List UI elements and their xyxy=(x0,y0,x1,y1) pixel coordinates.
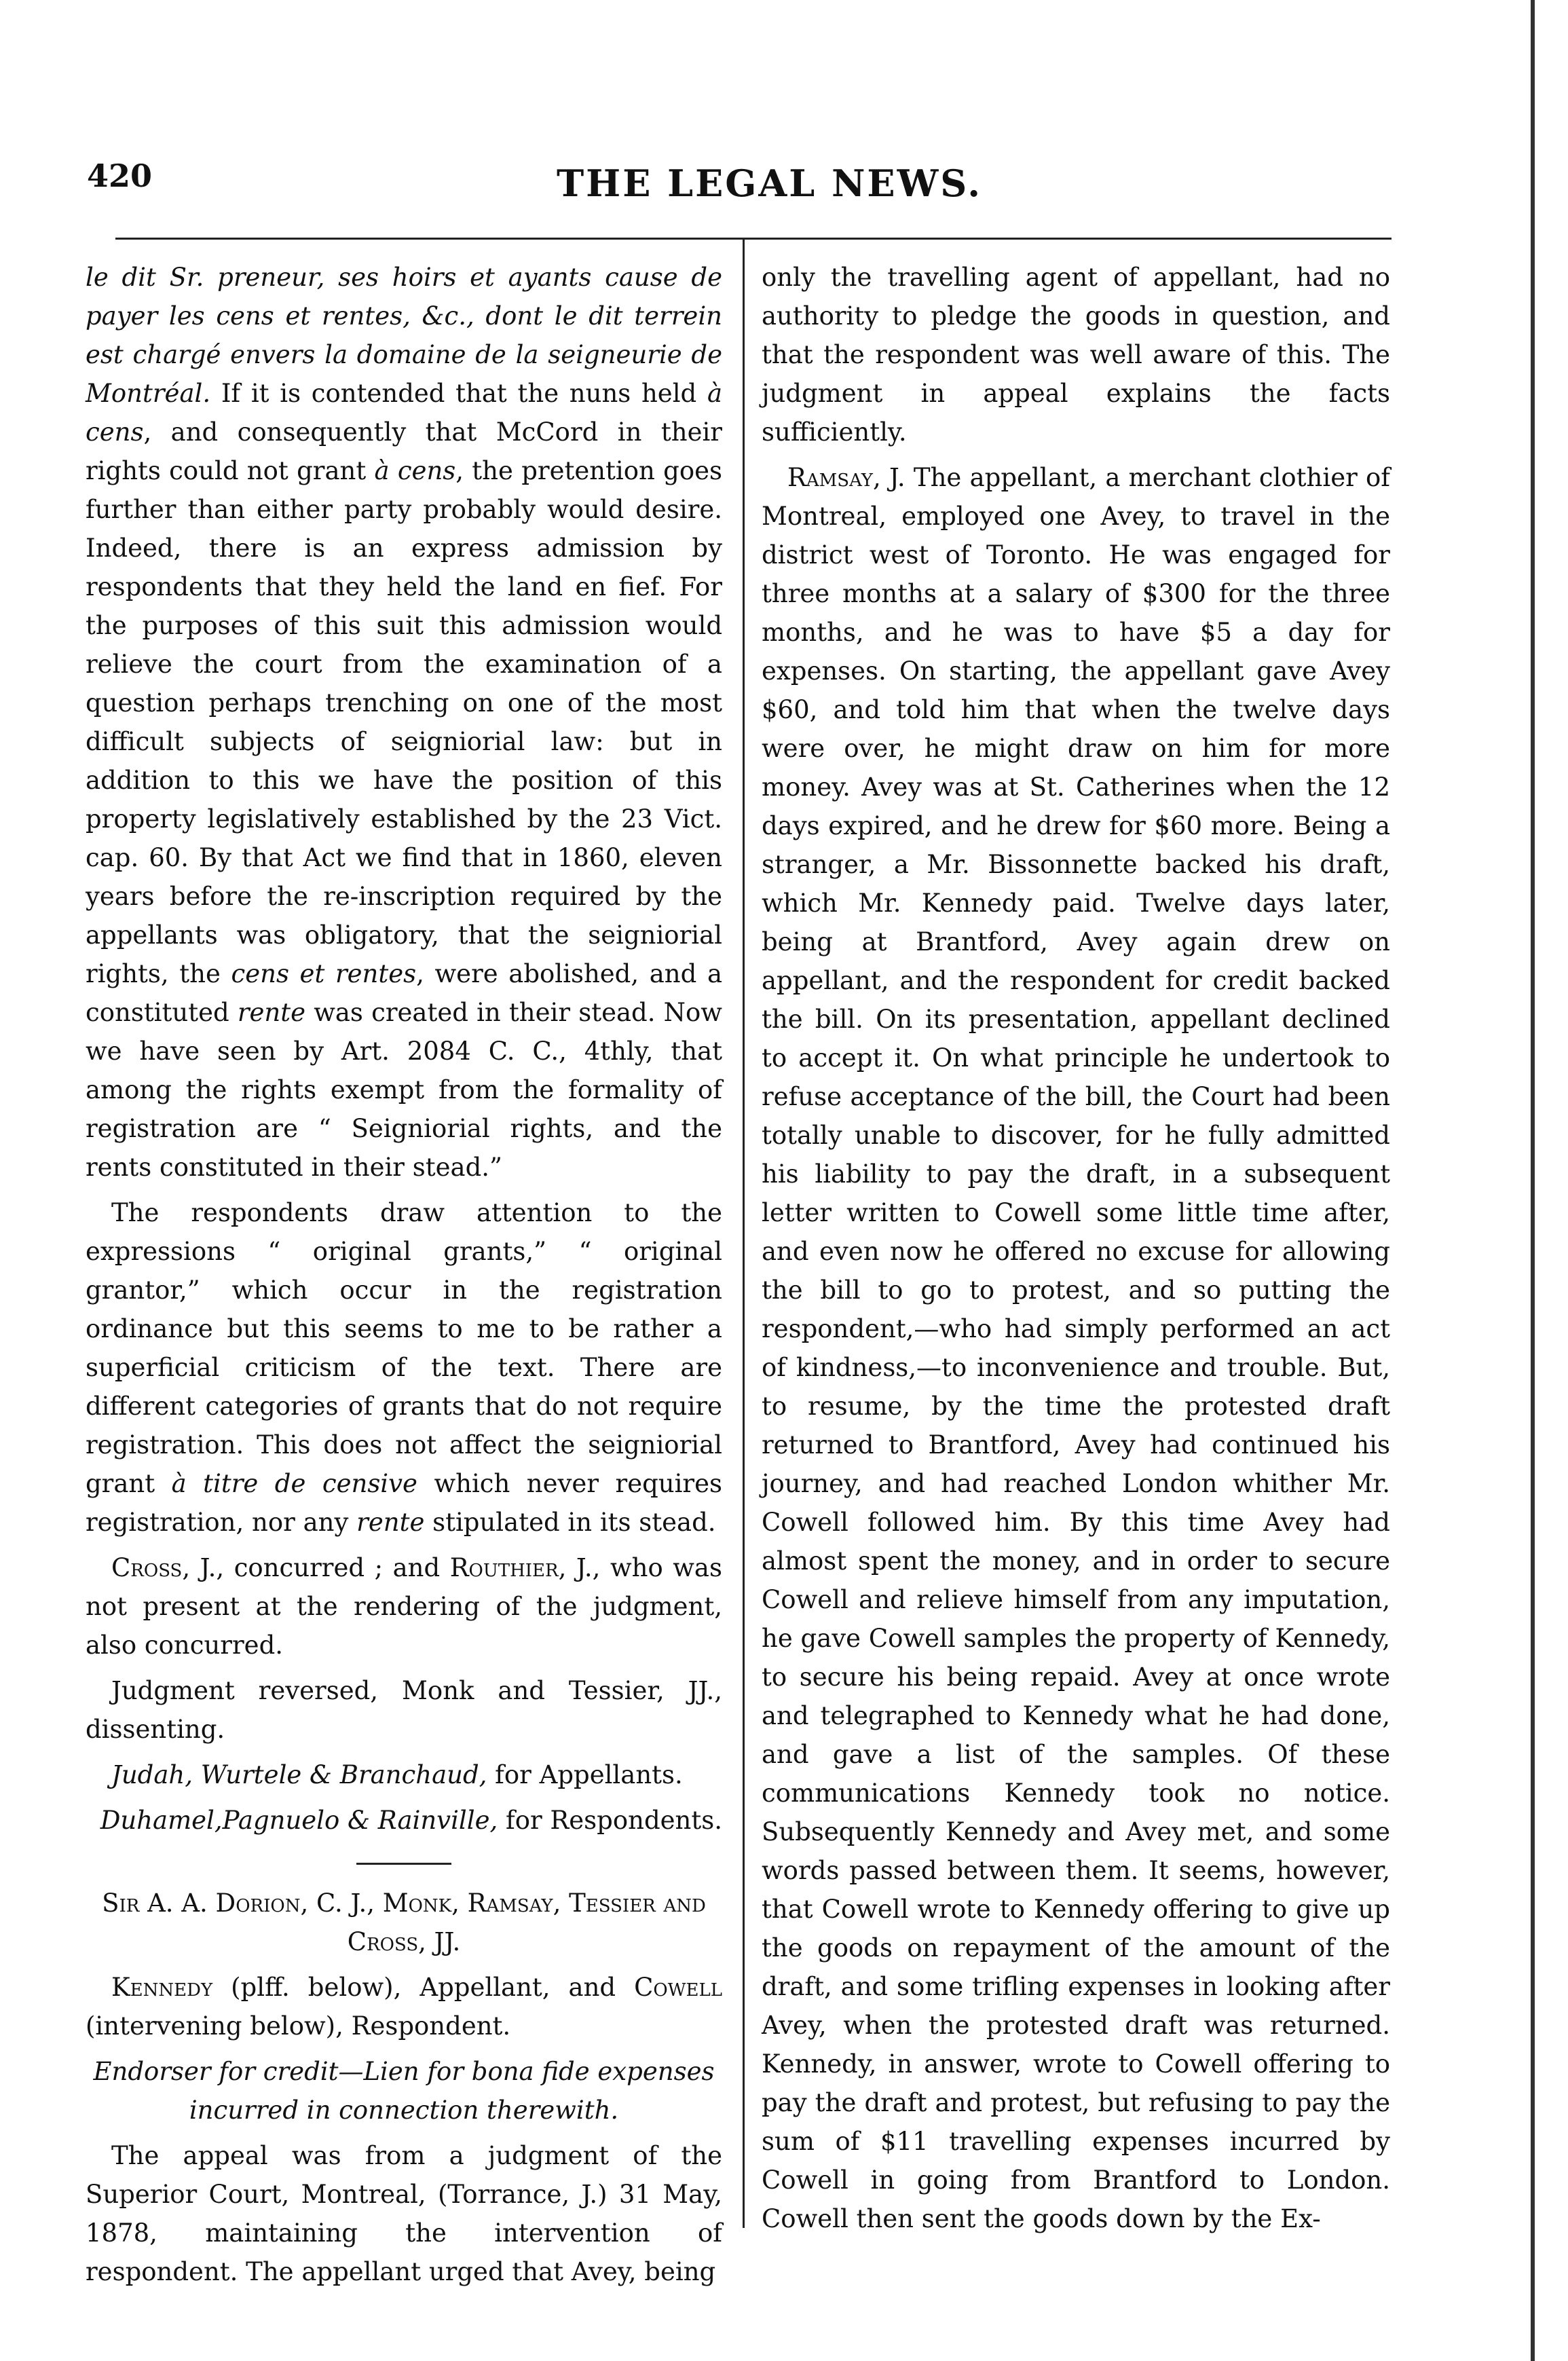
paragraph: The appeal was from a judgment of the Superior Court, Montreal, (Torrance, J.) 31 May, 1878, maintaining the intervention of respondent. The appellant urged that Avey, being xyxy=(86,2141,722,2286)
judgment-line: Judgment reversed, Monk and Tessier, JJ., dissenting. xyxy=(86,1676,722,1744)
bench-line: Sir A. A. Dorion, C. J., Monk, Ramsay, Tessier and Cross, JJ. xyxy=(102,1889,706,1956)
paragraph: only the travelling agent of appellant, had no authority to pledge the goods in question, and that the respondent was well aware of this. The judgment in appeal explains the facts sufficiently. xyxy=(762,263,1390,447)
parties-line: Kennedy (plff. below), Appellant, and Cowell (intervening below), Respondent. xyxy=(86,1973,722,2041)
page-number: 420 xyxy=(87,157,153,194)
headnote: Endorser for credit—Lien for bona fide expenses incurred in connection therewith. xyxy=(93,2057,715,2125)
counsel-respondents: Duhamel,Pagnuelo & Rainville, for Respondents. xyxy=(100,1806,722,1835)
header-rule xyxy=(115,238,1392,240)
running-title: THE LEGAL NEWS. xyxy=(557,162,983,205)
page-edge-shadow xyxy=(1531,0,1535,2361)
paragraph: The respondents draw attention to the expressions “ original grants,” “ original grantor,” which occur in the registration ordinance but this seems to me to be rather a superficial criticism of the text. There are different categories of grants that do not require registration. This does not affect the seigniorial grant à titre de censive which never requires registration, nor any rente stipulated in its stead. xyxy=(86,1198,723,1537)
right-column xyxy=(762,258,1390,2245)
paragraph: le dit Sr. preneur, ses hoirs et ayants cause de payer les cens et rentes, &c., dont le dit terrein est chargé envers la domaine de la seigneurie de Montréal. If it is contended that the nuns held à cens, and consequently that McCord in their rights could not grant à cens, the pretention goes further than either party probably would desire. Indeed, there is an express admission by respondents that they held the land en fief. For the purposes of this suit this admission would relieve the court from the examination of a question perhaps trenching on one of the most difficult subjects of seigniorial law: but in addition to this we have the position of this property legislatively established by the 23 Vict. cap. 60. By that Act we find that in 1860, eleven years before the re-inscription required by the appellants was obligatory, that the seigniorial rights, the cens et rentes, were abolished, and a constituted rente was created in their stead. Now we have seen by Art. 2084 C. C., 4thly, that among the rights exempt from the formality of registration are “ Seigniorial rights, and the rents constituted in their stead.” xyxy=(86,263,723,1182)
left-column xyxy=(86,258,722,2298)
paragraph: Ramsay, J. The appellant, a merchant clothier of Montreal, employed one Avey, to travel in the district west of Toronto. He was engaged for three months at a salary of $300 for the three months, and he was to have $5 a day for expenses. On starting, the appellant gave Avey $60, and told him that when the twelve days were over, he might draw on him for more money. Avey was at St. Catherines when the 12 days expired, and he drew for $60 more. Being a stranger, a Mr. Bissonnette backed his draft, which Mr. Kennedy paid. Twelve days later, being at Brantford, Avey again drew on appellant, and the respondent for credit backed the bill. On its presentation, appellant declined to accept it. On what principle he undertook to refuse acceptance of the bill, the Court had been totally unable to discover, for he fully admitted his liability to pay the draft, in a subsequent letter written to Cowell some little time after, and even now he offered no excuse for allowing the bill to go to protest, and so putting the respondent,—who had simply performed an act of kindness,—to inconvenience and trouble. But, to resume, by the time the protested draft returned to Brantford, Avey had continued his journey, and had reached London whither Mr. Cowell followed him. By this time Avey had almost spent the money, and in order to secure Cowell and relieve himself from any imputation, he gave Cowell samples the property of Kennedy, to secure his being repaid. Avey at once wrote and telegraphed to Kennedy what he had done, and gave a list of the samples. Of these communications Kennedy took no notice. Subsequently Kennedy and Avey met, and some words passed between them. It seems, however, that Cowell wrote to Kennedy offering to give up the goods on repayment of the amount of the draft, and some trifling expenses in looking after Avey, when the protested draft was returned. Kennedy, in answer, wrote to Cowell offering to pay the draft and protest, but refusing to pay the sum of $11 travelling expenses incurred by Cowell in going from Brantford to London. Cowell then sent the goods down by the Ex- xyxy=(762,463,1390,2233)
column-rule xyxy=(743,239,745,2228)
paragraph: Cross, J., concurred ; and Routhier, J., who was not present at the rendering of the judgment, also concurred. xyxy=(86,1553,722,1660)
section-divider xyxy=(356,1863,451,1865)
counsel-appellants: Judah, Wurtele & Branchaud, for Appellants. xyxy=(111,1760,683,1789)
